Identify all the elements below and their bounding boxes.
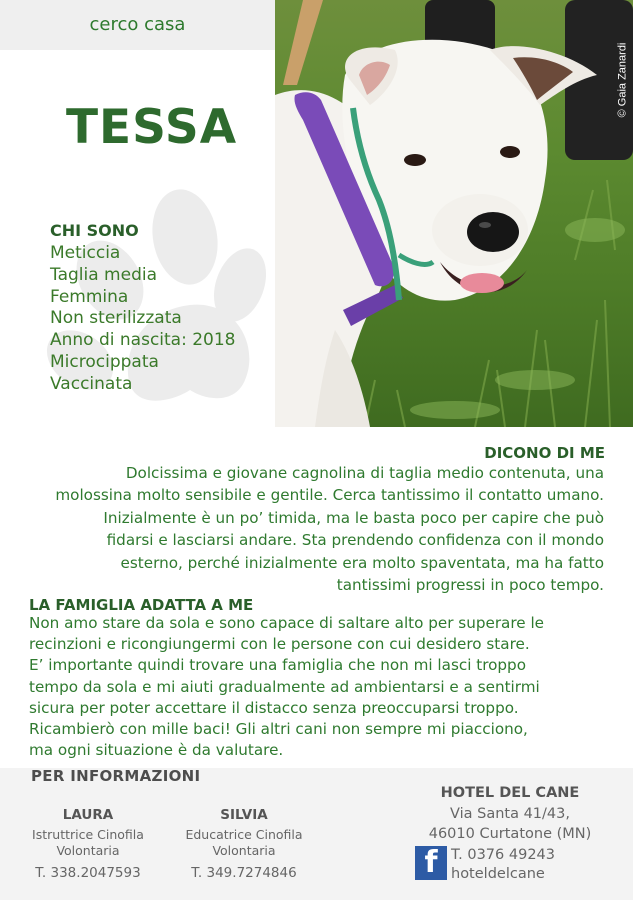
text-line: ma ogni situazione è da valutare. bbox=[29, 741, 284, 760]
trait-item: Femmina bbox=[50, 286, 129, 307]
facebook-icon[interactable]: f bbox=[415, 846, 447, 880]
text-line: E’ importante quindi trovare una famiglia che non mi lasci troppo bbox=[29, 656, 526, 675]
trait-item: Non sterilizzata bbox=[50, 308, 182, 329]
dicono-di-me-heading: DICONO DI ME bbox=[484, 444, 605, 462]
hotel-name: HOTEL DEL CANE bbox=[440, 785, 580, 801]
trait-item: Anno di nascita: 2018 bbox=[50, 330, 236, 351]
hotel-del-cane-info bbox=[405, 785, 615, 882]
contact-role: Volontaria bbox=[212, 843, 276, 858]
hotel-facebook-handle[interactable]: hoteldelcane bbox=[451, 866, 545, 882]
dicono-di-me-text bbox=[4, 462, 604, 596]
text-line: Inizialmente è un po’ timida, ma le basta poco per capire che può bbox=[103, 508, 604, 527]
trait-item: Microcippata bbox=[50, 351, 159, 372]
photo-credit: © Gaia Zanardi bbox=[616, 42, 628, 118]
text-line: esterno, perché inizialmente era molto spaventata, ma ha fatto bbox=[120, 553, 604, 572]
dog-name-title: TESSA bbox=[66, 100, 238, 155]
text-line: Dolcissima e giovane cagnolina di taglia medio contenuta, una bbox=[125, 464, 604, 482]
text-line: fidarsi e lasciarsi andare. Sta prendendo confidenza con il mondo bbox=[106, 531, 604, 550]
text-line: molossina molto sensibile e gentile. Cerca tantissimo il contatto umano. bbox=[55, 486, 604, 505]
famiglia-heading: LA FAMIGLIA ADATTA A ME bbox=[29, 596, 254, 614]
contact-role: Volontaria bbox=[56, 843, 120, 858]
contact-silvia bbox=[178, 807, 310, 881]
text-line: tempo da sola e mi aiuti gradualmente ad ambientarsi e a sentirmi bbox=[29, 677, 540, 696]
trait-item: Vaccinata bbox=[50, 373, 133, 394]
trait-item: Meticcia bbox=[50, 243, 121, 263]
contact-name: SILVIA bbox=[220, 807, 268, 823]
contact-role: Educatrice Cinofila bbox=[185, 827, 303, 842]
contact-laura bbox=[28, 807, 148, 881]
facebook-row bbox=[415, 846, 555, 884]
traits-list bbox=[50, 243, 236, 396]
text-line: recinzioni e ricongiungermi con le persone con cui desidero stare. bbox=[29, 635, 530, 654]
contact-phone[interactable]: T. 338.2047593 bbox=[35, 865, 141, 881]
dog-photo bbox=[275, 0, 633, 427]
hotel-contact-lines bbox=[451, 846, 555, 884]
dog-photo-illustration bbox=[275, 0, 633, 427]
text-line: Ricambierò con mille baci! Gli altri cani non sempre mi piacciono, bbox=[29, 720, 528, 739]
famiglia-text bbox=[29, 613, 629, 761]
banner-label: cerco casa bbox=[89, 13, 186, 35]
text-line: sicura per poter accettare il distacco senza preoccuparsi troppo. bbox=[29, 698, 519, 717]
contact-phone[interactable]: T. 349.7274846 bbox=[191, 865, 297, 881]
chi-sono-heading: CHI SONO bbox=[50, 221, 139, 240]
text-line: tantissimi progressi in poco tempo. bbox=[336, 576, 604, 595]
hotel-address-line: 46010 Curtatone (MN) bbox=[428, 826, 592, 842]
cerco-casa-banner bbox=[0, 0, 275, 50]
contact-role: Istruttrice Cinofila bbox=[32, 827, 144, 842]
per-informazioni-heading: PER INFORMAZIONI bbox=[31, 767, 201, 785]
hotel-phone[interactable]: T. 0376 49243 bbox=[451, 847, 555, 863]
text-line: Non amo stare da sola e sono capace di saltare alto per superare le bbox=[29, 614, 545, 632]
hotel-address-line: Via Santa 41/43, bbox=[450, 806, 570, 822]
contact-name: LAURA bbox=[62, 807, 114, 823]
trait-item: Taglia media bbox=[50, 264, 157, 285]
